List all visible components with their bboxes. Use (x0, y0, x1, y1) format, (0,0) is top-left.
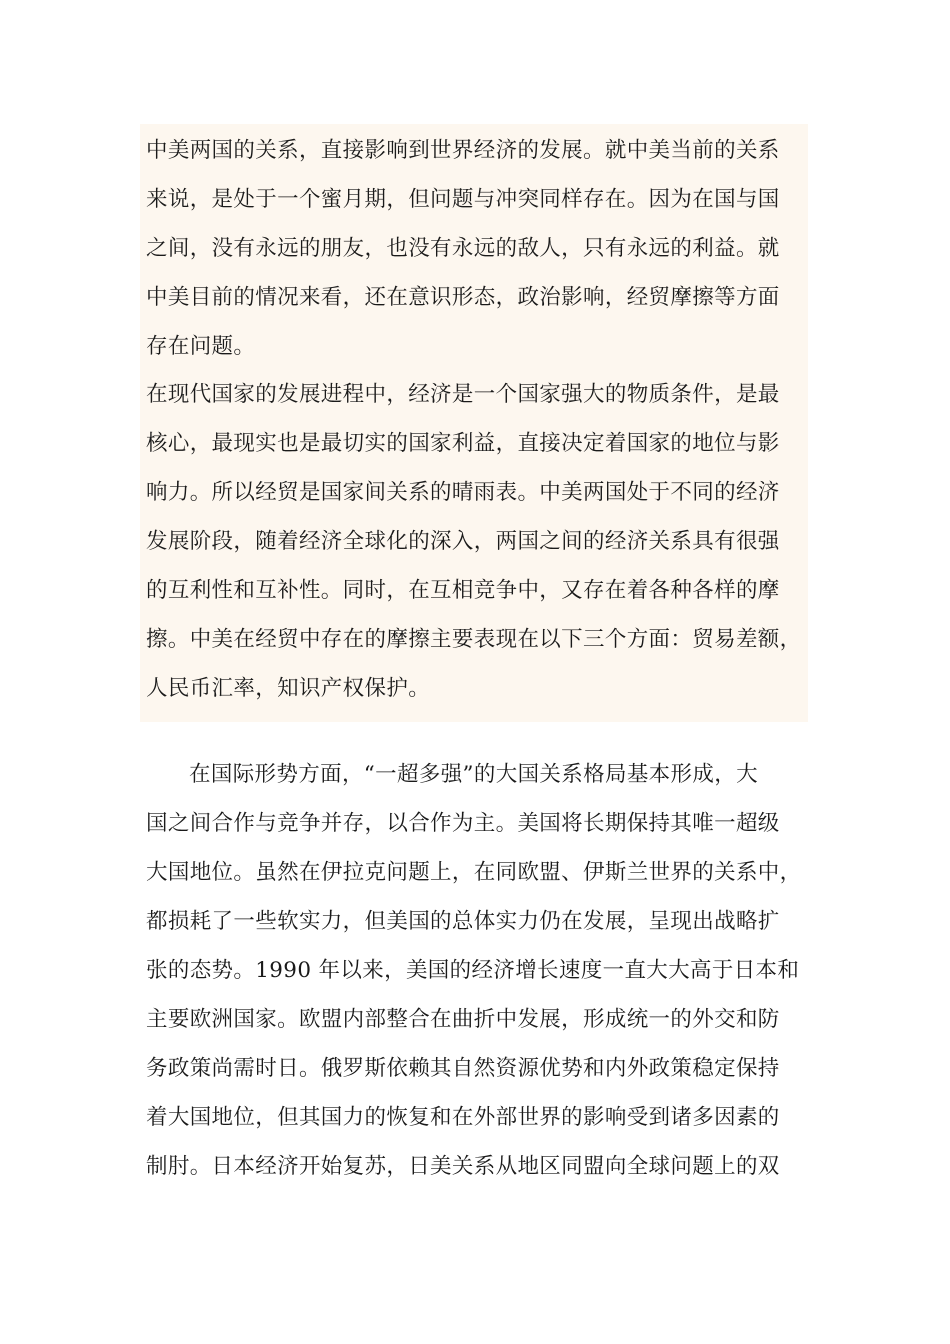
paragraph-us-china-relations (146, 126, 806, 371)
text-line: 张的态势。1990 年以来，美国的经济增长速度一直大大高于日本和 (146, 958, 800, 983)
text-line: 大国地位。虽然在伊拉克问题上，在同欧盟、伊斯兰世界的关系中， (146, 860, 802, 885)
text-line: 擦。中美在经贸中存在的摩擦主要表现在以下三个方面：贸易差额， (146, 627, 802, 652)
text-line: 制肘。日本经济开始复苏，日美关系从地区同盟向全球问题上的双 (146, 1154, 780, 1179)
paragraph-economic-trade (146, 370, 806, 713)
text-line: 人民币汇率，知识产权保护。 (146, 676, 431, 701)
text-line: 在国际形势方面，“一超多强”的大国关系格局基本形成，大 (189, 762, 758, 787)
text-line: 中美两国的关系，直接影响到世界经济的发展。就中美当前的关系 (146, 138, 780, 163)
text-line: 之间，没有永远的朋友，也没有永远的敌人，只有永远的利益。就 (146, 236, 780, 261)
text-line: 来说，是处于一个蜜月期，但问题与冲突同样存在。因为在国与国 (146, 187, 780, 212)
text-line: 主要欧洲国家。欧盟内部整合在曲折中发展，形成统一的外交和防 (146, 1007, 780, 1032)
text-line: 务政策尚需时日。俄罗斯依赖其自然资源优势和内外政策稳定保持 (146, 1056, 780, 1081)
text-line: 核心，最现实也是最切实的国家利益，直接决定着国家的地位与影 (146, 431, 780, 456)
text-line: 都损耗了一些软实力，但美国的总体实力仍在发展，呈现出战略扩 (146, 909, 780, 934)
paragraph-international-situation (146, 750, 806, 1191)
text-line: 发展阶段，随着经济全球化的深入，两国之间的经济关系具有很强 (146, 529, 780, 554)
text-line: 着大国地位，但其国力的恢复和在外部世界的影响受到诸多因素的 (146, 1105, 780, 1130)
text-line: 国之间合作与竞争并存，以合作为主。美国将长期保持其唯一超级 (146, 811, 780, 836)
text-line: 响力。所以经贸是国家间关系的晴雨表。中美两国处于不同的经济 (146, 480, 780, 505)
text-line: 在现代国家的发展进程中，经济是一个国家强大的物质条件，是最 (146, 382, 780, 407)
text-line: 中美目前的情况来看，还在意识形态，政治影响，经贸摩擦等方面 (146, 285, 780, 310)
text-line: 存在问题。 (146, 334, 256, 359)
text-line: 的互利性和互补性。同时，在互相竞争中，又存在着各种各样的摩 (146, 578, 780, 603)
